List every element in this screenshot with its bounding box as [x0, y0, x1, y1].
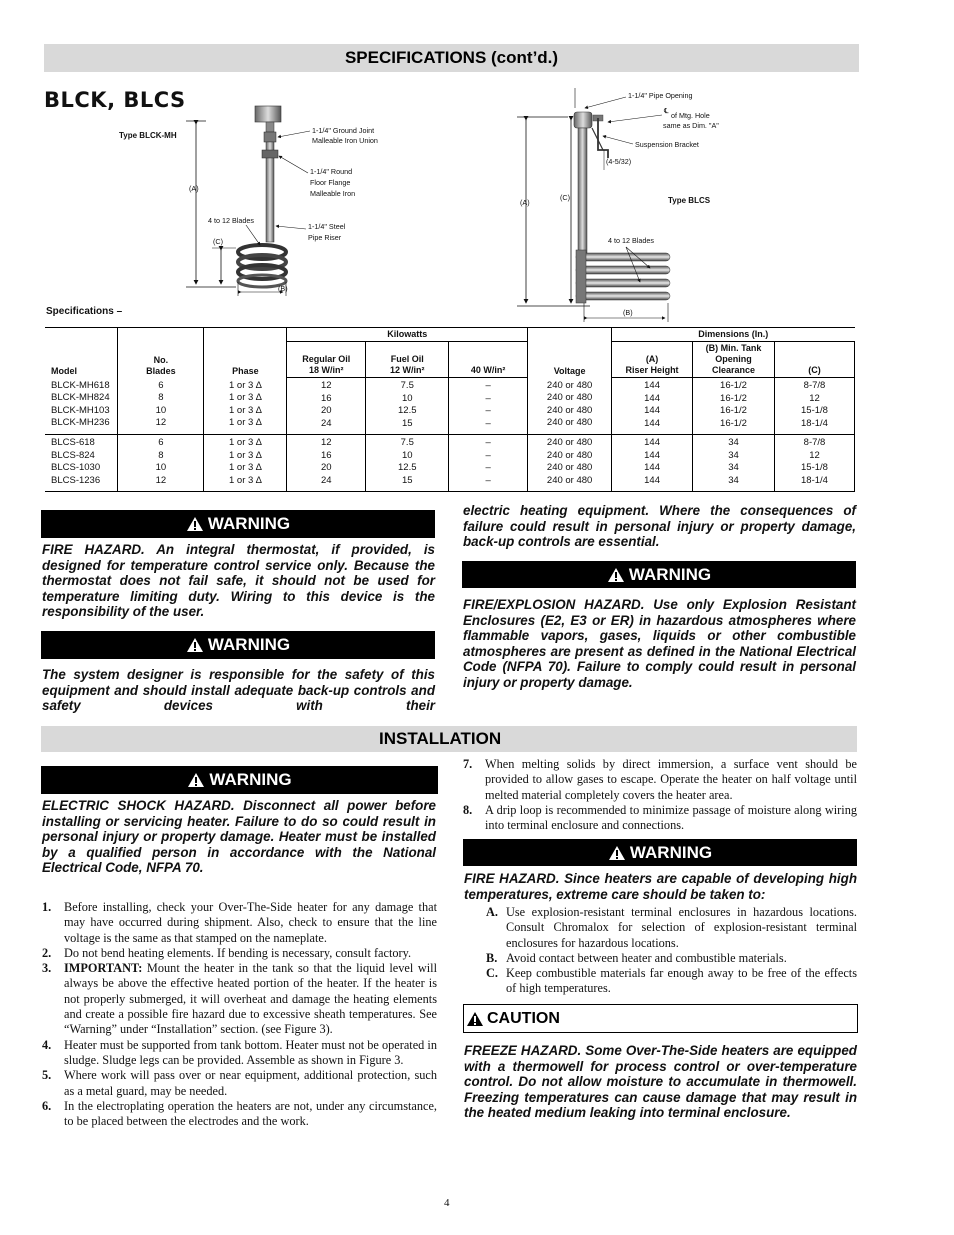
warning-banner-1 — [41, 510, 435, 538]
cell-value: 34 — [728, 462, 739, 473]
dim-b-right: (B) — [623, 308, 633, 317]
cell-value: 34 — [728, 449, 739, 461]
list-item-text — [64, 900, 437, 946]
warning-label: WARNING — [209, 770, 292, 789]
table-cell — [693, 435, 775, 492]
list-item — [463, 803, 857, 834]
dim-a-right: (A) — [520, 198, 530, 207]
cell-value: 12 — [809, 449, 820, 461]
cell-value: 34 — [728, 474, 739, 486]
callout-flange-2: Floor Flange — [310, 178, 351, 187]
cell-value: 8 — [158, 392, 164, 403]
list-item-body: In the electroplating operation the heaters are not, under any circumstance, to be placed between the electrodes and the work. — [64, 1098, 437, 1129]
table-cell — [612, 435, 693, 492]
cell-value: 144 — [644, 380, 660, 391]
cell-value: 1 or 3 ∆ — [228, 462, 262, 473]
installation-steps-left — [42, 900, 437, 1129]
col-regular-oil: Regular Oil 18 W/in² — [287, 342, 366, 378]
caution-freeze: FREEZE HAZARD. Some Over-The-Side heaters are equipped with a thermowell for process control or over-temperature control. Do not allow moisture to accumulate in thermowell. Freezing temperatures can cause damage that may result in the heated medium leaking into terminal enclosure. — [464, 1043, 857, 1121]
callout-flange-3: Malleable Iron — [310, 189, 356, 198]
list-item-text — [506, 951, 857, 966]
list-item — [42, 946, 437, 961]
cell-value: BLCK-MH618 — [51, 379, 110, 391]
cell-value: 15-1/8 — [801, 405, 828, 416]
warning-label: WARNING — [628, 564, 712, 584]
col-voltage: Voltage — [528, 328, 612, 378]
cell-value: BLCS-824 — [51, 449, 95, 461]
cell-value: 16-1/2 — [720, 405, 747, 416]
list-item — [42, 1099, 437, 1130]
cell-value: 6 — [158, 437, 164, 448]
list-item — [42, 1038, 437, 1069]
table-cell — [45, 435, 118, 492]
table-cell — [118, 378, 204, 435]
cell-value: 144 — [644, 474, 660, 486]
cell-value: BLCS-1030 — [51, 462, 101, 473]
table-cell — [449, 435, 528, 492]
cell-value: – — [485, 380, 491, 391]
cell-value: 10 — [155, 404, 167, 416]
cell-value: 144 — [644, 405, 660, 416]
table-cell — [287, 435, 366, 492]
cell-value: 16-1/2 — [720, 380, 747, 391]
dim-a-left: (A) — [189, 184, 199, 193]
list-item-number: 4. — [42, 1037, 52, 1052]
warning-shock: ELECTRIC SHOCK HAZARD. Disconnect all power before installing or servicing heater. Failure to do so could result in personal injury or property damage. Heater must be installed by a qualified person in accordance with the National Electrical Code, NFPA 70. — [42, 798, 436, 876]
cell-value: 18-1/4 — [801, 474, 828, 486]
cell-value: 6 — [158, 379, 164, 391]
cell-value: – — [485, 392, 491, 404]
callout-joint-1: 1-1/4" Ground Joint — [312, 126, 375, 135]
cell-value: – — [485, 417, 491, 429]
cell-value: 1 or 3 ∆ — [228, 437, 262, 448]
list-item — [42, 961, 437, 1037]
list-item-body: Avoid contact between heater and combustible materials. — [506, 950, 787, 965]
section-title: SPECIFICATIONS (cont’d.) — [344, 48, 559, 67]
table-cell — [693, 378, 775, 435]
col-b-clearance: (B) Min. Tank Opening Clearance — [693, 342, 775, 378]
installation-sub-steps — [486, 905, 857, 997]
col-blades: No. Blades — [118, 328, 204, 378]
heater-diagrams — [0, 0, 954, 330]
list-item-text — [485, 757, 857, 803]
list-item-text — [64, 1038, 437, 1069]
warning-triangle-icon — [187, 772, 205, 788]
list-item-text — [64, 961, 437, 1037]
cell-value: 1 or 3 ∆ — [228, 392, 262, 403]
table-cell — [774, 435, 854, 492]
cell-value: 12 — [155, 417, 167, 428]
cell-value: 12 — [321, 437, 332, 448]
warning-banner-2 — [41, 631, 435, 659]
cell-value: 12 — [321, 380, 332, 391]
table-cell — [774, 378, 854, 435]
cell-value: 1 or 3 ∆ — [228, 449, 262, 461]
table-cell — [612, 378, 693, 435]
list-item-body: Before installing, check your Over-The-Side heater for any damage that may have occurred during shipment. Also, check to ensure that the line voltage is the same as that stamped on the nameplate. — [64, 900, 437, 945]
dim-c-right: (C) — [560, 193, 570, 202]
callout-bracket: Suspension Bracket — [635, 140, 699, 149]
cell-value: 144 — [644, 392, 660, 404]
warning-triangle-icon — [186, 637, 204, 653]
warning-fire-thermostat: FIRE HAZARD. An integral thermostat, if provided, is designed for temperature control service only. Because the thermostat does not fail safe, it should not be used for temperature limiting duty. Wiring to this device is the responsibility of the user. — [42, 542, 435, 620]
col-phase: Phase — [204, 328, 287, 378]
cell-value: 240 or 480 — [546, 404, 593, 416]
list-item-number: 7. — [463, 757, 473, 771]
cell-value: BLCK-MH103 — [51, 404, 110, 416]
list-item-body: Use explosion-resistant terminal enclosures in hazardous locations. Consult Chromalox for selection of explosion-resistant terminal enclosures for hazardous locations. — [506, 905, 857, 950]
warning-banner-3 — [462, 561, 856, 588]
list-item-text — [506, 966, 857, 997]
table-cell — [366, 378, 449, 435]
cell-value: 1 or 3 ∆ — [228, 404, 262, 416]
cell-value: – — [485, 437, 491, 448]
cell-value: 20 — [321, 405, 332, 416]
col-fuel-oil: Fuel Oil 12 W/in² — [366, 342, 449, 378]
cell-value: 24 — [321, 417, 332, 429]
list-item-text — [506, 905, 857, 951]
specifications-table — [45, 327, 855, 492]
list-item — [463, 757, 857, 803]
cell-value: 10 — [401, 392, 413, 404]
cell-value: 1 or 3 ∆ — [228, 417, 262, 428]
callout-riser-1: 1-1/4" Steel — [308, 222, 346, 231]
col-40-w: 40 W/in² — [449, 342, 528, 378]
warning-label: WARNING — [207, 514, 291, 533]
callout-riser-2: Pipe Riser — [308, 233, 342, 242]
list-item-body: When melting solids by direct immersion, a surface vent should be provided to allow gases to escape. Operate the heater on half voltage until melted material completely covers the heater area. — [485, 757, 857, 802]
blck-mh-diagram — [119, 106, 378, 296]
cell-value: 1 or 3 ∆ — [228, 474, 262, 486]
list-item-number: C. — [486, 966, 498, 981]
cell-value: 8 — [158, 449, 164, 461]
table-cell — [204, 378, 287, 435]
col-c: (C) — [774, 342, 854, 378]
warning-triangle-icon — [186, 516, 204, 532]
list-item-body: Heater must be supported from tank bottom. Heater must not be operated in sludge. Sludge legs can be provided. Assemble as shown in Figure 3. — [64, 1037, 437, 1067]
cell-value: 240 or 480 — [546, 474, 593, 486]
cell-value: 10 — [401, 449, 413, 461]
callout-hole-1: of Mtg. Hole — [671, 111, 710, 120]
blades-left: 4 to 12 Blades — [208, 216, 254, 225]
cell-value: 34 — [728, 437, 739, 448]
callout-joint-2: Malleable Iron Union — [312, 136, 378, 145]
table-cell — [287, 378, 366, 435]
cell-value: 16-1/2 — [720, 392, 747, 404]
cell-value: – — [485, 474, 491, 486]
cell-value: 16 — [321, 449, 332, 461]
col-model: Model — [45, 328, 118, 378]
list-item-text — [64, 946, 437, 961]
table-cell — [204, 435, 287, 492]
installation-title: INSTALLATION — [379, 729, 502, 748]
list-item-body: Do not bend heating elements. If bending is necessary, consult factory. — [64, 945, 412, 960]
cell-value: BLCS-1236 — [51, 474, 101, 486]
warning-explosion: FIRE/EXPLOSION HAZARD. Use only Explosion Resistant Enclosures (E2, E3 or ER) in hazardous atmospheres where flammable vapors, gases, liquids or other combustible atmospheres are present as defined in the National Electrical Code (NFPA 70). Failure to comply could result in personal injury or property damage. — [463, 597, 856, 690]
table-cell — [118, 435, 204, 492]
list-item — [42, 1068, 437, 1099]
caution-banner — [463, 1004, 858, 1033]
cell-value: 144 — [644, 417, 660, 429]
list-item — [486, 905, 857, 951]
installation-steps-right — [463, 757, 857, 833]
cell-value: 12 — [155, 474, 167, 486]
cell-value: BLCK-MH824 — [51, 392, 110, 403]
page-number: 4 — [444, 1197, 450, 1209]
list-item-body: A drip loop is recommended to minimize passage of moisture along wiring into terminal enclosure and connections. — [485, 802, 857, 833]
cell-value: 15 — [401, 417, 413, 429]
dim-c-left: (C) — [213, 237, 223, 246]
cell-value: 7.5 — [400, 380, 414, 391]
list-item-emphasis: IMPORTANT: — [64, 961, 143, 976]
blades-right: 4 to 12 Blades — [608, 236, 654, 245]
list-item-number: 5. — [42, 1068, 52, 1083]
list-item-body: Keep combustible materials far enough away to be free of the effects of high temperatures. — [506, 966, 857, 996]
list-item-text — [485, 803, 857, 834]
cell-value: 16-1/2 — [720, 417, 747, 429]
list-item — [486, 966, 857, 997]
cell-value: – — [485, 449, 491, 461]
list-item-number: 1. — [42, 900, 52, 914]
models-title: BLCK, BLCS — [44, 88, 186, 112]
list-item — [486, 951, 857, 966]
type-label-blcs: Type BLCS — [668, 196, 711, 205]
list-item-number: B. — [486, 950, 498, 965]
cell-value: 240 or 480 — [546, 462, 593, 473]
cell-value: 240 or 480 — [546, 417, 593, 428]
table-cell — [366, 435, 449, 492]
warning-fire-high-temp: FIRE HAZARD. Since heaters are capable of developing high temperatures, extreme care should be taken to: — [464, 871, 857, 902]
warning-banner-shock — [41, 766, 438, 794]
cell-value: 18-1/4 — [801, 417, 828, 429]
cell-value: 240 or 480 — [546, 449, 593, 461]
warning-designer-part1: The system designer is responsible for the safety of this equipment and should install adequate back-up controls and safety devices with their — [42, 667, 435, 714]
callout-opening: 1-1/4" Pipe Opening — [628, 91, 693, 100]
section-header-installation — [41, 726, 857, 752]
cell-value: 240 or 480 — [546, 379, 593, 391]
cell-value: 240 or 480 — [546, 437, 593, 448]
warning-triangle-icon — [608, 845, 626, 861]
caution-triangle-icon — [466, 1011, 484, 1027]
warning-triangle-icon — [607, 567, 625, 583]
cell-value: 12 — [809, 392, 820, 404]
cell-value: – — [485, 462, 491, 473]
cell-value: 7.5 — [400, 437, 414, 448]
cell-value: BLCK-MH236 — [51, 417, 110, 428]
list-item-body: Where work will pass over or near equipment, additional protection, such as a metal guard, may be needed. — [64, 1068, 437, 1098]
callout-flange-1: 1-1/4" Round — [310, 167, 353, 176]
cell-value: 8-7/8 — [803, 437, 826, 448]
cell-value: 1 or 3 ∆ — [228, 379, 262, 391]
cell-value: 12.5 — [398, 405, 417, 416]
cell-value: 12.5 — [398, 462, 417, 473]
table-row-group — [45, 435, 855, 492]
type-label-blck: Type BLCK-MH — [119, 131, 177, 140]
table-cell — [45, 378, 118, 435]
cell-value: 20 — [321, 462, 332, 473]
warning-label: WARNING — [629, 842, 713, 862]
warning-label: WARNING — [207, 635, 291, 654]
cell-value: 10 — [155, 462, 167, 473]
warning-banner-high-temp — [463, 839, 857, 866]
list-item — [42, 900, 437, 946]
cell-value: – — [485, 405, 491, 416]
list-item-number: 8. — [463, 802, 473, 817]
cell-value: 8-7/8 — [803, 380, 826, 391]
caution-label: CAUTION — [487, 1009, 560, 1027]
list-item-text — [64, 1099, 437, 1130]
col-a-riser: (A) Riser Height — [612, 342, 693, 378]
dim-b-left: (B) — [278, 284, 288, 293]
specifications-label: Specifications – — [46, 306, 123, 317]
cell-value: 15-1/8 — [801, 462, 828, 473]
cell-value: 144 — [644, 437, 660, 448]
list-item-number: 2. — [42, 945, 52, 960]
dim-small: (4-5/32) — [606, 157, 632, 166]
list-item-body: Mount the heater in the tank so that the liquid level will always be above the effective heated portion of the heater. If the heater is not properly submerged, it will overheat and damage the heating elements and create a possible fire hazard due to excessive sheath temperatures. See “Warning” under “Installation” section. (see Figure 3). — [64, 961, 437, 1037]
cell-value: 144 — [644, 449, 660, 461]
cell-value: 240 or 480 — [546, 392, 593, 403]
table-cell — [528, 378, 612, 435]
warning-designer-part2: electric heating equipment. Where the consequences of failure could result in personal injury or property damage, back-up controls are essential. — [463, 503, 856, 550]
cell-value: 144 — [644, 462, 660, 473]
list-item-number: 3. — [42, 961, 52, 976]
cell-value: 24 — [321, 474, 332, 486]
cell-value: 15 — [401, 474, 413, 486]
callout-hole-2: same as Dim. "A" — [663, 121, 719, 130]
col-dimensions: Dimensions (In.) — [612, 328, 855, 342]
list-item-number: 6. — [42, 1098, 52, 1113]
cell-value: 16 — [321, 392, 332, 404]
col-kilowatts: Kilowatts — [287, 328, 528, 342]
table-row-group — [45, 378, 855, 435]
list-item-text — [64, 1068, 437, 1099]
cell-value: BLCS-618 — [51, 437, 95, 448]
list-item-number: A. — [486, 905, 498, 919]
table-cell — [528, 435, 612, 492]
centerline-icon: ℄ — [664, 106, 669, 115]
table-cell — [449, 378, 528, 435]
blcs-diagram — [517, 88, 719, 322]
